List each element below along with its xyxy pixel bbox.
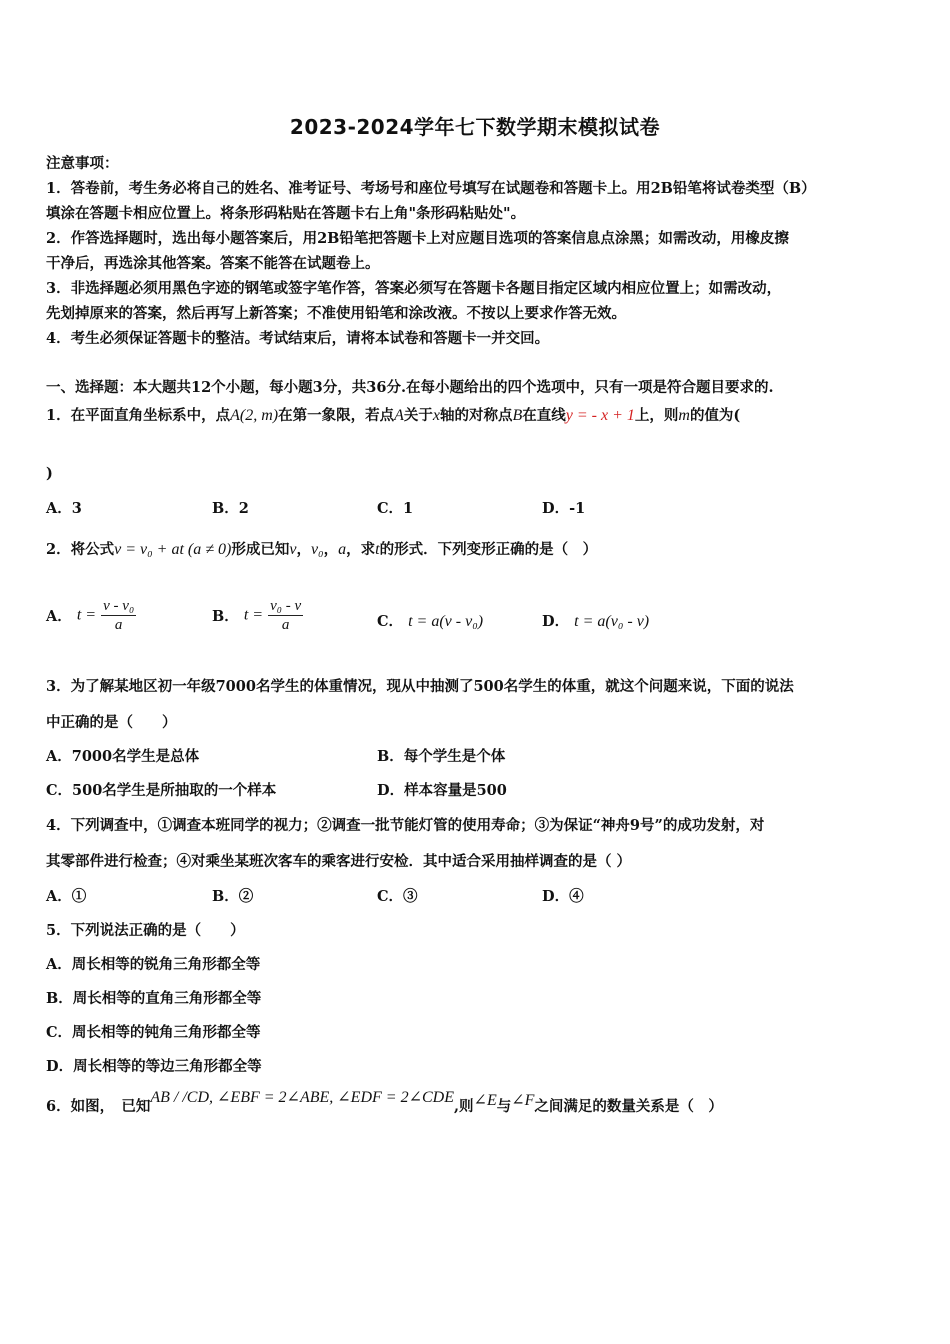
option-c[interactable] bbox=[377, 610, 483, 631]
text: 上，则 bbox=[634, 407, 679, 424]
formula-lhs: t = bbox=[76, 606, 97, 624]
text: 的形式．下列变形正确的是（ ） bbox=[379, 541, 598, 558]
denominator: a bbox=[114, 617, 123, 633]
numerator: v₀ - v bbox=[270, 598, 302, 614]
angle-f: ∠F bbox=[511, 1092, 535, 1109]
option-a[interactable]: A．7000名学生是总体 bbox=[46, 748, 200, 765]
option-c[interactable]: C．③ bbox=[377, 888, 418, 905]
formula: t = a(v₀ - v) bbox=[574, 613, 650, 630]
question-4-stem-cont: 其零部件进行检查；④对乘坐某班次客车的乘客进行安检．其中适合采用抽样调查的是（ ） bbox=[46, 853, 632, 870]
option-d[interactable]: D．④ bbox=[542, 888, 584, 905]
angle-e: ∠E bbox=[473, 1092, 497, 1109]
option-label: B． bbox=[212, 608, 239, 625]
option-a[interactable]: A．周长相等的锐角三角形都全等 bbox=[46, 956, 261, 973]
formula: v = v₀ + at (a ≠ 0) bbox=[114, 541, 232, 558]
text: 2．将公式 bbox=[46, 541, 115, 558]
text: 的值为( bbox=[689, 407, 741, 424]
text: 与 bbox=[496, 1098, 512, 1115]
formula: AB / /CD, ∠EBF = 2∠ABE, ∠EDF = 2∠CDE bbox=[150, 1089, 454, 1106]
notes-line: 2．作答选择题时，选出每小题答案后，用2B铅笔把答题卡上对应题目选项的答案信息点涂黑；如需改动，用橡皮擦 bbox=[46, 230, 789, 247]
option-label: D． bbox=[542, 613, 570, 630]
question-3-stem-cont: 中正确的是（ ） bbox=[46, 714, 177, 731]
question-2-stem bbox=[46, 538, 597, 559]
text: 1．在平面直角坐标系中，点 bbox=[46, 407, 231, 424]
math-var: v₀ bbox=[310, 541, 324, 558]
page-title: 2023-2024学年七下数学期末模拟试卷 bbox=[289, 115, 661, 139]
option-d[interactable] bbox=[542, 610, 649, 631]
notes-line: 1．答卷前，考生务必将自己的姓名、准考证号、考场号和座位号填写在试题卷和答题卡上。用2B铅笔将试卷类型（B） bbox=[46, 180, 816, 197]
question-5-stem: 5．下列说法正确的是（ ） bbox=[46, 922, 245, 939]
option-b[interactable]: B．周长相等的直角三角形都全等 bbox=[46, 990, 262, 1007]
math-var: t bbox=[375, 541, 380, 558]
notes-line: 4．考生必须保证答题卡的整洁。考试结束后，请将本试卷和答题卡一并交回。 bbox=[46, 330, 550, 347]
notes-line: 干净后，再选涂其他答案。答案不能答在试题卷上。 bbox=[46, 255, 380, 272]
math-var: v bbox=[289, 541, 297, 558]
notes-line: 填涂在答题卡相应位置上。将条形码粘贴在答题卡右上角"条形码粘贴处"。 bbox=[46, 205, 526, 222]
fraction bbox=[101, 597, 136, 634]
option-d[interactable]: D．样本容量是500 bbox=[377, 782, 507, 799]
math-var: x bbox=[432, 407, 440, 424]
option-a[interactable]: A．① bbox=[46, 888, 87, 905]
text: 关于 bbox=[403, 407, 433, 424]
text: 之间满足的数量关系是（ ） bbox=[534, 1098, 723, 1115]
text: 在直线 bbox=[522, 407, 566, 424]
option-c[interactable]: C．500名学生是所抽取的一个样本 bbox=[46, 782, 277, 799]
notes-heading: 注意事项： bbox=[46, 155, 119, 172]
option-label: C． bbox=[377, 613, 404, 630]
question-1-close: ) bbox=[46, 465, 53, 482]
option-c[interactable]: C．周长相等的钝角三角形都全等 bbox=[46, 1024, 261, 1041]
option-b[interactable]: B．② bbox=[212, 888, 254, 905]
option-c[interactable]: C．1 bbox=[377, 500, 414, 517]
formula: t = a(v - v₀) bbox=[408, 613, 484, 630]
question-6-stem bbox=[46, 1089, 723, 1116]
notes-line: 先划掉原来的答案，然后再写上新答案；不准使用铅笔和涂改液。不按以上要求作答无效。 bbox=[46, 305, 626, 322]
question-3-stem: 3．为了解某地区初一年级7000名学生的体重情况，现从中抽测了500名学生的体重，就这个问题来说，下面的说法 bbox=[46, 678, 794, 695]
option-d[interactable]: D．周长相等的等边三角形都全等 bbox=[46, 1058, 262, 1075]
option-label: A． bbox=[46, 608, 72, 625]
notes-line: 3．非选择题必须用黑色字迹的钢笔或签字笔作答，答案必须写在答题卡各题目指定区域内相应位置上；如需改动， bbox=[46, 280, 782, 297]
option-a[interactable]: A．3 bbox=[46, 500, 82, 517]
math-var: m bbox=[678, 407, 690, 424]
math-var: a bbox=[338, 541, 347, 558]
text: ,则 bbox=[453, 1098, 474, 1115]
formula-lhs: t = bbox=[243, 606, 264, 624]
option-a[interactable] bbox=[46, 597, 136, 634]
math-var: B bbox=[512, 407, 523, 424]
option-b[interactable] bbox=[212, 597, 303, 634]
text: ，求 bbox=[346, 541, 376, 558]
numerator: v - v₀ bbox=[103, 598, 135, 614]
text: 形成已知 bbox=[231, 541, 290, 558]
point-a-formula: A(2, m) bbox=[230, 407, 279, 424]
text: ， bbox=[296, 541, 311, 558]
option-b[interactable]: B．2 bbox=[212, 500, 249, 517]
question-1-stem bbox=[46, 404, 740, 425]
option-d[interactable]: D．-1 bbox=[542, 500, 586, 517]
text: 轴的对称点 bbox=[439, 407, 513, 424]
option-b[interactable]: B．每个学生是个体 bbox=[377, 748, 506, 765]
section-heading: 一、选择题：本大题共12个小题，每小题3分，共36分.在每小题给出的四个选项中，只有一项是符合题目要求的. bbox=[46, 379, 774, 396]
text: 在第一象限，若点 bbox=[278, 407, 395, 424]
fraction bbox=[268, 597, 303, 634]
line-equation: y = - x + 1 bbox=[565, 407, 635, 424]
math-var: A bbox=[394, 407, 404, 424]
question-4-stem: 4．下列调查中，①调查本班同学的视力；②调查一批节能灯管的使用寿命；③为保证“神舟9号”的成功发射，对 bbox=[46, 817, 765, 834]
text: 6．如图， 已知 bbox=[46, 1098, 151, 1115]
text: ， bbox=[323, 541, 339, 558]
denominator: a bbox=[281, 617, 290, 633]
